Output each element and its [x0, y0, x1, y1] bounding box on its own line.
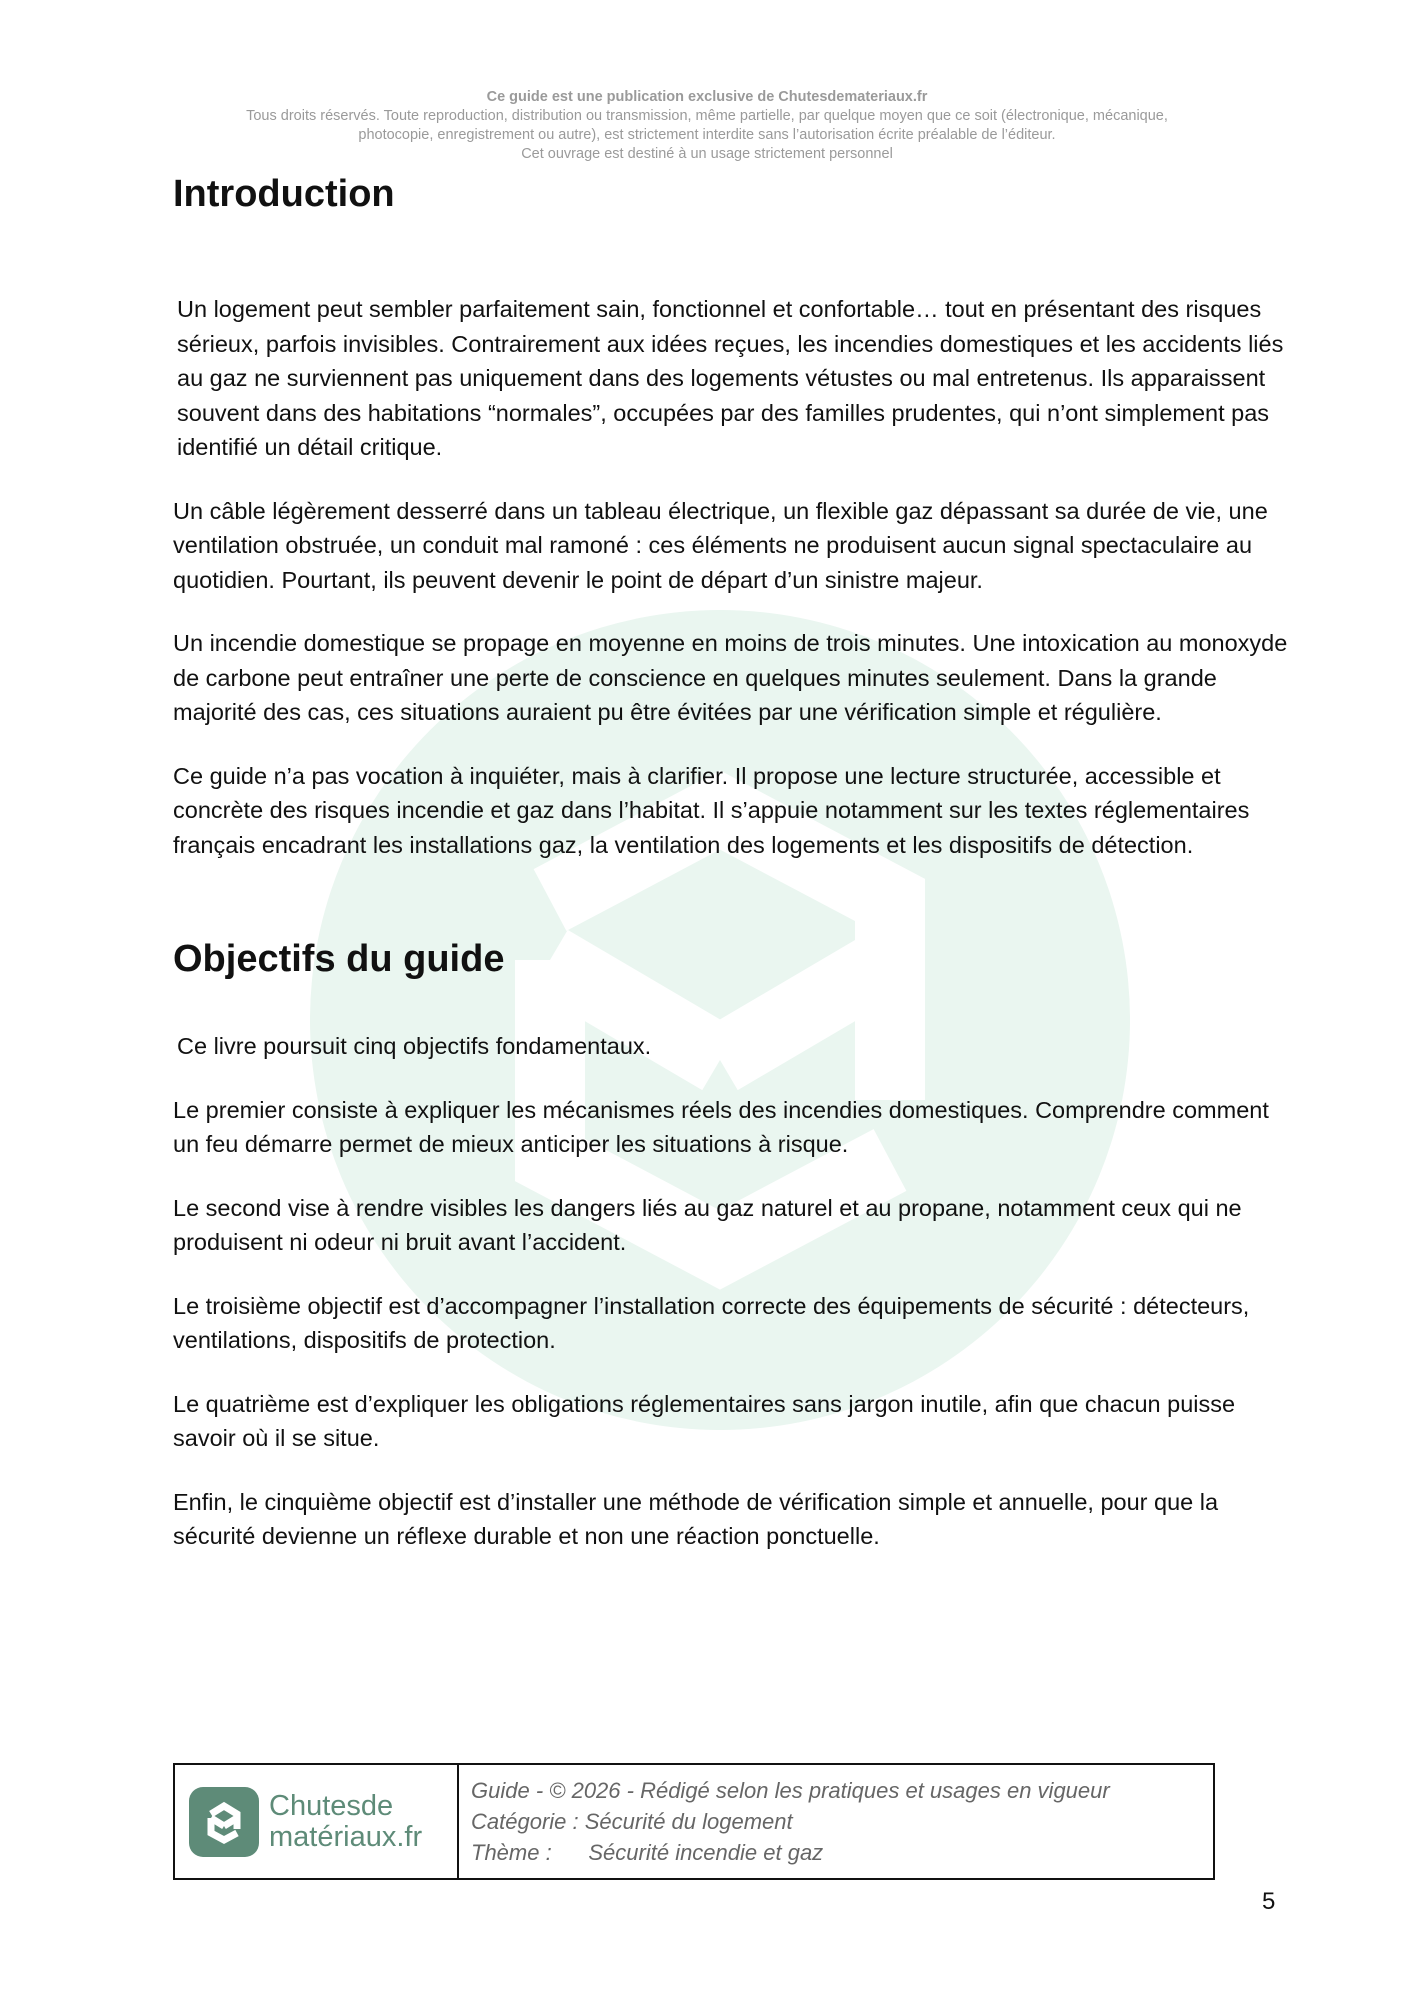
- objectives-paragraph-2: Le premier consiste à expliquer les mécanismes réels des incendies domestiques. Comprendre comment un feu démarre permet de mieux anticiper les situations à risque.: [173, 1096, 1269, 1157]
- header-line-1: Tous droits réservés. Toute reproduction, distribution ou transmission, même partielle, par quelque moyen que ce soit (électronique, mécanique,: [246, 108, 1168, 124]
- header-line-2: photocopie, enregistrement ou autre), est strictement interdite sans l’autorisation écrite préalable de l’éditeur.: [358, 127, 1056, 143]
- objectives-paragraph-3: Le second vise à rendre visibles les dangers liés au gaz naturel et au propane, notamment ceux qui ne produisent ni odeur ni bruit avant l’accident.: [173, 1194, 1242, 1255]
- footer-info: [459, 1765, 1213, 1878]
- footer-logo: [175, 1765, 459, 1878]
- objectives-paragraph-1: Ce livre poursuit cinq objectifs fondamentaux.: [177, 1033, 652, 1059]
- copyright-header: [150, 88, 1264, 164]
- objectives-paragraph-6: Enfin, le cinquième objectif est d’installer une méthode de vérification simple et annuelle, pour que la sécurité devienne un réflexe durable et non une réaction ponctuelle.: [173, 1488, 1219, 1549]
- intro-paragraph-2: Un câble légèrement desserré dans un tableau électrique, un flexible gaz dépassant sa durée de vie, une ventilation obstruée, un conduit mal ramoné : ces éléments ne produisent aucun signal spectaculaire au quotidien. Pourtant, ils peuvent devenir le point de départ d’un sinistre majeur.: [173, 497, 1268, 593]
- header-title: Ce guide est une publication exclusive de Chutesdemateriaux.fr: [486, 89, 928, 105]
- intro-paragraph-1: Un logement peut sembler parfaitement sain, fonctionnel et confortable… tout en présentant des risques sérieux, parfois invisibles. Contrairement aux idées reçues, les incendies domestiques et les accidents liés au gaz ne surviennent pas uniquement dans des logements vétustes ou mal entretenus. Ils apparaissent souvent dans des habitations “normales”, occupées par des familles prudentes, qui n’ont simplement pas identifié un détail critique.: [177, 296, 1284, 460]
- footer-info-line-3: Thème : Sécurité incendie et gaz: [471, 1840, 824, 1865]
- introduction-heading: Introduction: [173, 173, 395, 215]
- footer-info-line-1: Guide - © 2026 - Rédigé selon les pratiques et usages en vigueur: [471, 1778, 1110, 1803]
- objectives-paragraph-5: Le quatrième est d’expliquer les obligations réglementaires sans jargon inutile, afin que chacun puisse savoir où il se situe.: [173, 1390, 1236, 1451]
- objectives-paragraph-4: Le troisième objectif est d’accompagner l’installation correcte des équipements de sécurité : détecteurs, ventilations, dispositifs de protection.: [173, 1292, 1250, 1353]
- intro-paragraph-3: Un incendie domestique se propage en moyenne en moins de trois minutes. Une intoxication au monoxyde de carbone peut entraîner une perte de conscience en quelques minutes seulement. Dans la grande majorité des cas, ces situations auraient pu être évitées par une vérification simple et régulière.: [173, 630, 1288, 725]
- brand-line-1: Chutesde: [269, 1789, 394, 1822]
- footer-info-line-2: Catégorie : Sécurité du logement: [471, 1809, 793, 1834]
- page-number: 5: [1262, 1888, 1276, 1915]
- intro-paragraph-4: Ce guide n’a pas vocation à inquiéter, mais à clarifier. Il propose une lecture structurée, accessible et concrète des risques incendie et gaz dans l’habitat. Il s’appuie notamment sur les textes réglementaires français encadrant les installations gaz, la ventilation des logements et les dispositifs de détection.: [173, 762, 1250, 858]
- brand-logo-text: [269, 1791, 422, 1853]
- brand-logo-icon: [189, 1787, 259, 1857]
- page-content: [173, 170, 1293, 1583]
- footer-box: [173, 1763, 1215, 1880]
- objectives-heading: Objectifs du guide: [173, 938, 505, 980]
- brand-line-2: matériaux.fr: [269, 1820, 423, 1853]
- header-line-3: Cet ouvrage est destiné à un usage strictement personnel: [521, 146, 893, 162]
